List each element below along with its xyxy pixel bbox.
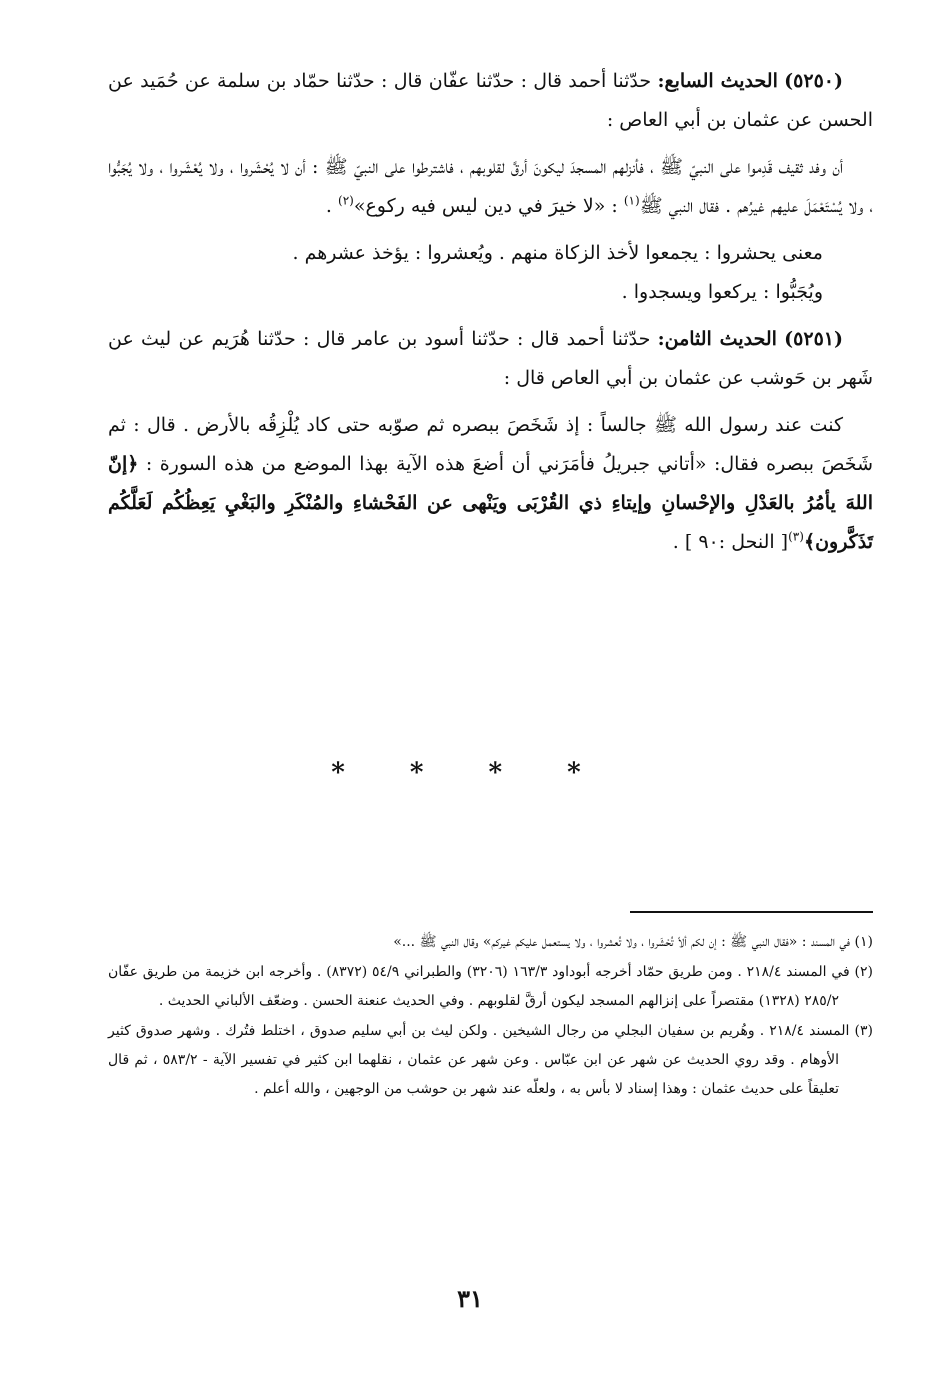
hadith-7-matn-a: أن وفد ثقيف قَدِموا على النبيّ ﷺ ، فأنزلهم المسجدَ ليكونَ أرقَّ لقلوبهم ، فاشترطوا على النبيّ ﷺ : أن لا يُحْشَروا ، ولا يُعْشَروا ، ولا يُجَبُّوا ، ولا يُسْتَعْمَلَ عليهم غيرُهم . فقال النبي ﷺ [108, 156, 873, 217]
footnote-1: (١) في المسند : «فقال النبي ﷺ : إن لكم ألاّ تُحْشَروا ، ولا تُعشروا ، ولا يستعمل عليكم غيركم» وقال النبي ﷺ ...» [393, 934, 873, 950]
hadith-8-matn [108, 406, 873, 562]
main-text [108, 62, 873, 562]
footnote-3: (٣) المسند ٢١٨/٤ . وهُريم بن سفيان البجلي من رجال الشيخين . ولكن ليث بن أبي سليم صدوق ، اختلط فتُرك . وشهر صدوق كثير الأوهام . وقد روي الحديث عن شهر عن ابن عبّاس . وعن شهر عن عثمان ، نقلهما ابن كثير في تفسير الآية - ٥٨٣/٢ ، ثم قال تعليقاً على حديث عثمان : وهذا إسناد لا بأس به ، ولعلّه عند شهر بن حوشب من الوجهين ، والله أعلم . [108, 1023, 873, 1097]
hadith-7-matn-end: . [325, 195, 338, 217]
hadith-7-isnad-text: حدّثنا أحمد قال : حدّثنا عفّان قال : حدّثنا حمّاد بن سلمة عن حُمَيد عن الحسن عن عثمان بن أبي العاص : [108, 70, 873, 131]
footnotes [108, 928, 873, 1105]
section-separator: * * * * [331, 758, 609, 788]
footnote-divider [630, 911, 873, 913]
hadith-7-gloss-1: معنى يحشروا : يجمعوا لأخذ الزكاة منهم . ويُعشروا : يؤخذ عشرهم . [292, 242, 823, 264]
hadith-7-title: الحديث السابع: [657, 70, 778, 92]
hadith-7-number: (٥٢٥٠) [784, 70, 843, 92]
verse-citation: [ النحل :٩٠ ] . [672, 531, 789, 553]
page-number: ٣١ [457, 1284, 483, 1313]
footnote-ref-3: (٣) [788, 529, 804, 544]
footnote-2: (٢) في المسند ٢١٨/٤ . ومن طريق حمّاد أخرجه أبوداود ١٦٣/٣ (٣٢٠٦) والطبراني ٥٤/٩ (٨٣٧٢) . وأخرجه ابن خزيمة من طريق عفّان ٢٨٥/٢ (١٣٢٨) مقتصراً على إنزالهم المسجد ليكون أرقَّ لقلوبهم . وفي الحديث عنعنة الحسن . وضعّف الألباني الحديث . [108, 964, 873, 1009]
hadith-7-matn-b: : «لا خيرَ في دين ليس فيه ركوع» [353, 195, 624, 217]
footnote-ref-2: (٢) [338, 193, 354, 208]
hadith-8-isnad-text: حدّثنا أحمد قال : حدّثنا أسود بن عامر قال : حدّثنا هُرَيم عن ليث عن شَهر بن حَوشب عن عثمان بن أبي العاص قال : [108, 328, 873, 389]
quran-verse: ﴿إنّ اللهَ يأمُرُ بالعَدْلِ والإحْسانِ وإيتاءِ ذي القُرْبَى ويَنْهى عن الفَحْشاءِ والمُنْكَرِ والبَغْيِ يَعِظُكُم لَعَلَّكُم تَذَكَّرون﴾ [108, 453, 873, 553]
hadith-7-isnad [108, 62, 873, 140]
footnote-ref-1: (١) [623, 193, 640, 208]
hadith-7-matn [108, 148, 873, 226]
hadith-8-isnad [108, 320, 873, 398]
hadith-8-number: (٥٢٥١) [784, 328, 843, 350]
hadith-8-matn-text: كنت عند رسول الله ﷺ جالساً : إذ شَخَصَ ببصره ثم صوّبه حتى كاد يُلْزِقُه بالأرض . قال : ثم شَخَصَ ببصره فقال: «أتاني جبريلُ فأمَرَني أن أضعَ هذه الآية بهذا الموضع من هذه السورة : [108, 414, 873, 475]
hadith-7-gloss-2: ويُجَبُّوا : يركعوا ويسجدوا . [621, 281, 823, 303]
hadith-8-title: الحديث الثامن: [657, 328, 777, 350]
